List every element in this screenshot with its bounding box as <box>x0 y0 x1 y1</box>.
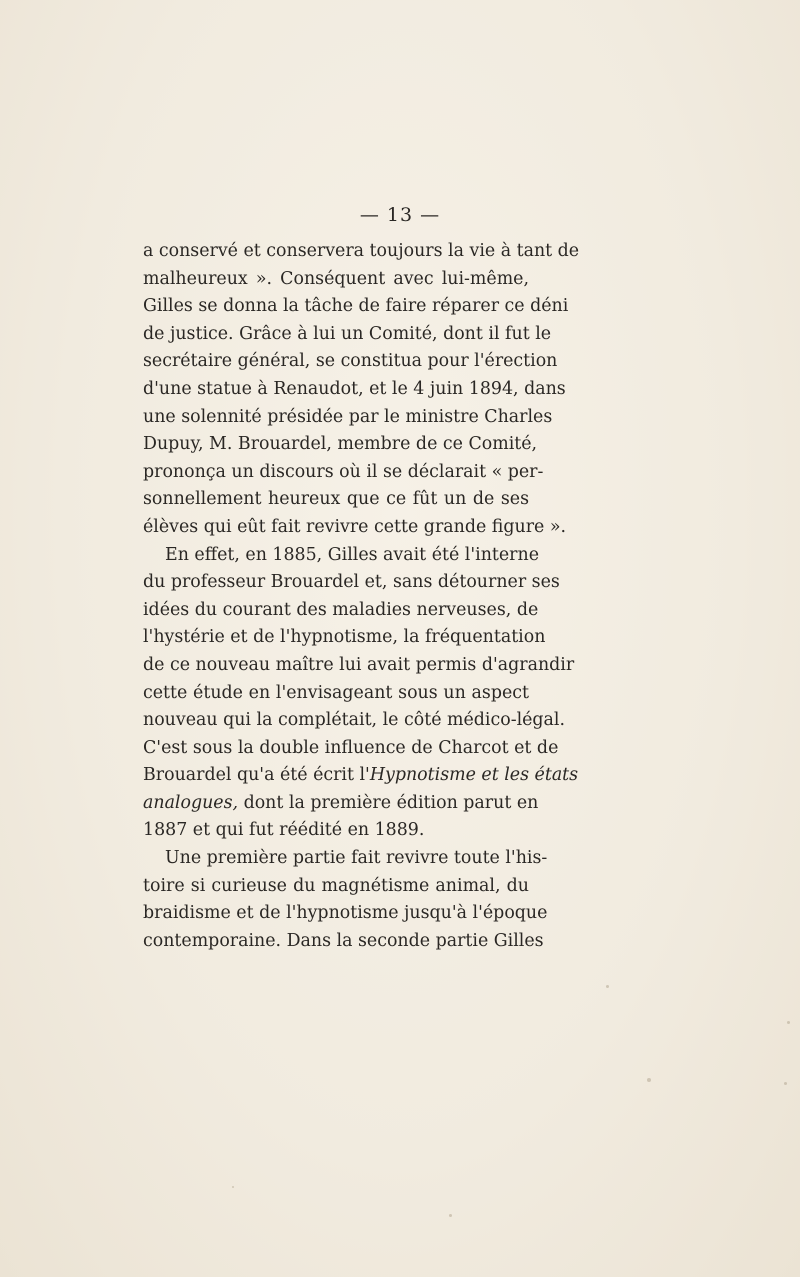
text-line-content: Gilles se donna la tâche de faire réparer ce déni <box>143 296 569 317</box>
text-line-content: sonnellement heureux que ce fût un de ses <box>143 489 529 510</box>
text-line-content: de ce nouveau maître lui avait permis d'agrandir <box>143 654 575 675</box>
text-line <box>143 928 544 956</box>
text-line-content: prononça un discours où il se déclarait « per- <box>143 461 544 482</box>
text-line-content: d'une statue à Renaudot, et le 4 juin 1894, dans <box>143 378 566 399</box>
text-line <box>143 376 566 404</box>
paper-speck <box>784 1082 787 1085</box>
text-line-content: de justice. Grâce à lui un Comité, dont il fut le <box>143 323 552 344</box>
text-line <box>143 459 544 487</box>
text-line <box>143 762 579 790</box>
text-line <box>143 238 580 266</box>
body-text <box>143 238 580 955</box>
text-line-content: l'hystérie et de l'hypnotisme, la fréquentation <box>143 627 546 648</box>
text-line-content: dont la première édition parut en <box>238 792 539 813</box>
page-number: — 13 — <box>359 204 441 226</box>
text-line <box>143 321 552 349</box>
text-line <box>143 845 548 873</box>
text-line-content: nouveau qui la complétait, le côté médico-légal. <box>143 710 566 731</box>
text-line <box>143 266 529 294</box>
text-line <box>143 873 529 901</box>
book-title-italic: analogues, <box>143 792 239 813</box>
text-line <box>143 404 553 432</box>
text-line <box>143 569 560 597</box>
text-line <box>143 652 575 680</box>
text-line-content: du professeur Brouardel et, sans détourner ses <box>143 572 560 593</box>
text-line-content: Dupuy, M. Brouardel, membre de ce Comité, <box>143 434 538 455</box>
text-line-content: Brouardel qu'a été écrit l' <box>143 765 370 786</box>
text-line-content: idées du courant des maladies nerveuses, de <box>143 599 539 620</box>
text-line <box>143 707 566 735</box>
text-line-content: C'est sous la double influence de Charcot et de <box>143 737 559 758</box>
text-line <box>143 680 529 708</box>
text-line <box>143 597 539 625</box>
text-line-content: a conservé et conservera toujours la vie à tant de <box>143 241 580 261</box>
paper-speck <box>449 1214 452 1217</box>
text-line-content: secrétaire général, se constitua pour l'érection <box>143 351 558 372</box>
text-line <box>143 900 548 928</box>
paper-speck <box>606 985 609 988</box>
book-title-italic: Hypnotisme et les états <box>369 765 579 786</box>
text-line-content: Une première partie fait revivre toute l'his- <box>165 848 548 869</box>
text-line-content: toire si curieuse du magnétisme animal, du <box>143 875 529 896</box>
text-line <box>143 348 558 376</box>
text-line-content: contemporaine. Dans la seconde partie Gilles <box>143 930 544 951</box>
text-line <box>143 624 546 652</box>
text-line-content: En effet, en 1885, Gilles avait été l'interne <box>165 544 539 565</box>
text-line <box>143 790 539 818</box>
text-line-content: élèves qui eût fait revivre cette grande figure ». <box>143 516 567 537</box>
text-line <box>143 817 529 845</box>
text-line <box>143 542 539 570</box>
text-line-content: 1887 et qui fut réédité en 1889. <box>143 820 425 841</box>
paper-speck <box>232 1186 234 1188</box>
text-line-content: cette étude en l'envisageant sous un aspect <box>143 682 529 703</box>
text-line <box>143 735 559 763</box>
text-line <box>143 514 567 542</box>
paper-speck <box>787 1021 790 1024</box>
text-line <box>143 293 569 321</box>
text-line-content: une solennité présidée par le ministre Charles <box>143 406 553 427</box>
text-line <box>143 486 529 514</box>
text-line-content: malheureux ». Conséquent avec lui-même, <box>143 268 529 289</box>
text-line-content: braidisme et de l'hypnotisme jusqu'à l'époque <box>143 903 548 924</box>
paper-speck <box>647 1078 651 1082</box>
text-line <box>143 431 538 459</box>
